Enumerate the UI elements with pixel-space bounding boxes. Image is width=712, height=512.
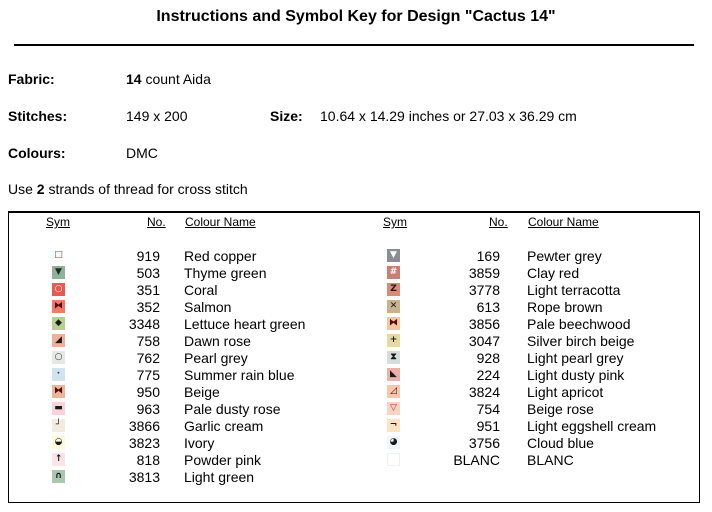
list-item bbox=[0, 333, 700, 350]
symbol-swatch-icon: ▽ bbox=[387, 402, 400, 415]
note-suffix: strands of thread for cross stitch bbox=[44, 181, 248, 197]
symbol-swatch-icon: Z bbox=[387, 283, 400, 296]
colour-name: Light pearl grey bbox=[527, 350, 624, 366]
fabric-value bbox=[126, 71, 211, 87]
symbol-swatch-icon: ○ bbox=[52, 351, 65, 364]
colour-name: Powder pink bbox=[184, 452, 262, 468]
colour-name: Pale dusty rose bbox=[184, 401, 281, 417]
strands-note bbox=[8, 181, 248, 197]
colours-value: DMC bbox=[126, 145, 158, 161]
list-item bbox=[0, 299, 700, 316]
list-item bbox=[0, 282, 700, 299]
symbol-swatch-icon: ↑ bbox=[52, 453, 65, 466]
colour-name: Beige bbox=[184, 384, 220, 400]
list-item bbox=[0, 469, 700, 486]
colour-number: 3813 bbox=[128, 469, 160, 485]
symbol-swatch-icon: ◕ bbox=[387, 436, 400, 449]
symbol-swatch-icon: ◣ bbox=[387, 368, 400, 381]
colour-number: 169 bbox=[476, 248, 500, 264]
colour-name: Garlic cream bbox=[184, 418, 264, 434]
symbol-swatch-icon: · bbox=[52, 368, 65, 381]
list-item bbox=[0, 435, 700, 452]
header-name-left: Colour Name bbox=[185, 215, 256, 229]
colour-number: 951 bbox=[476, 418, 500, 434]
colour-name: Light green bbox=[184, 469, 255, 485]
symbol-swatch-icon: ∩ bbox=[52, 470, 65, 483]
symbol-swatch-icon: ✕ bbox=[387, 300, 400, 313]
symbol-swatch-icon: + bbox=[387, 334, 400, 347]
symbol-swatch-icon: ¬ bbox=[387, 419, 400, 432]
colour-number: 928 bbox=[476, 350, 500, 366]
list-item bbox=[0, 248, 700, 265]
colour-number: 3047 bbox=[468, 333, 500, 349]
symbol-swatch-icon: ◿ bbox=[387, 385, 400, 398]
symbol-swatch-icon: ⧓ bbox=[54, 301, 63, 311]
symbol-swatch-icon: # bbox=[387, 266, 400, 279]
colour-name: BLANC bbox=[527, 452, 574, 468]
colour-name: Summer rain blue bbox=[184, 367, 295, 383]
colour-name: Pale beechwood bbox=[527, 316, 631, 332]
colour-name: Ivory bbox=[184, 435, 215, 451]
colour-name: Cloud blue bbox=[527, 435, 594, 451]
header-sym-left: Sym bbox=[46, 215, 70, 229]
stitches-value: 149 x 200 bbox=[126, 108, 188, 124]
colour-name: Red copper bbox=[184, 248, 257, 264]
colour-name: Light apricot bbox=[527, 384, 604, 400]
colour-number: 3778 bbox=[468, 282, 500, 298]
right-colour-list bbox=[0, 248, 700, 469]
colour-name: Silver birch beige bbox=[527, 333, 635, 349]
title-divider bbox=[14, 44, 694, 46]
colour-name: Pewter grey bbox=[527, 248, 602, 264]
colour-number: 3348 bbox=[128, 316, 160, 332]
list-item bbox=[0, 452, 700, 469]
symbol-swatch-icon: □ bbox=[52, 249, 65, 262]
colour-number: 224 bbox=[476, 367, 500, 383]
list-item bbox=[0, 384, 700, 401]
note-prefix: Use bbox=[8, 181, 37, 197]
header-sym-right: Sym bbox=[383, 215, 407, 229]
symbol-swatch-icon: ◆ bbox=[52, 317, 65, 330]
colour-name: Clay red bbox=[527, 265, 580, 281]
colour-number: BLANC bbox=[453, 452, 500, 468]
fabric-label: Fabric: bbox=[8, 71, 55, 87]
stitches-label: Stitches: bbox=[8, 108, 68, 124]
size-label: Size: bbox=[270, 108, 303, 124]
page-title: Instructions and Symbol Key for Design "Cactus 14" bbox=[156, 8, 556, 25]
symbol-swatch-icon: ▼ bbox=[387, 249, 400, 262]
colour-number: 3856 bbox=[468, 316, 500, 332]
symbol-swatch-icon bbox=[387, 453, 400, 466]
symbol-swatch-icon: ⧗ bbox=[387, 351, 400, 364]
colour-number: 3756 bbox=[468, 435, 500, 451]
colour-name: Rope brown bbox=[527, 299, 603, 315]
colour-number: 818 bbox=[136, 452, 160, 468]
colour-number: 3866 bbox=[128, 418, 160, 434]
symbol-swatch-icon: ⧓ bbox=[54, 386, 63, 396]
symbol-swatch-icon: ◢ bbox=[52, 334, 65, 347]
colour-name: Beige rose bbox=[527, 401, 594, 417]
colour-name: Salmon bbox=[184, 299, 232, 315]
list-item bbox=[0, 401, 700, 418]
colour-number: 352 bbox=[136, 299, 160, 315]
size-value: 10.64 x 14.29 inches or 27.03 x 36.29 cm bbox=[320, 108, 577, 124]
header-no-left: No. bbox=[147, 215, 166, 229]
colour-number: 950 bbox=[136, 384, 160, 400]
colour-name: Lettuce heart green bbox=[184, 316, 306, 332]
list-item bbox=[0, 418, 700, 435]
list-item bbox=[0, 350, 700, 367]
colour-number: 3823 bbox=[128, 435, 160, 451]
colour-number: 919 bbox=[136, 248, 160, 264]
colour-name: Coral bbox=[184, 282, 218, 298]
colour-number: 775 bbox=[136, 367, 160, 383]
colour-number: 3859 bbox=[468, 265, 500, 281]
colour-name: Light dusty pink bbox=[527, 367, 625, 383]
header-no-right: No. bbox=[489, 215, 508, 229]
colour-number: 754 bbox=[476, 401, 500, 417]
colour-number: 963 bbox=[136, 401, 160, 417]
fabric-count: 14 bbox=[126, 71, 142, 87]
symbol-swatch-icon: ○ bbox=[52, 283, 65, 296]
fabric-type: count Aida bbox=[141, 71, 211, 87]
list-item bbox=[0, 316, 700, 333]
colour-number: 503 bbox=[136, 265, 160, 281]
colour-name: Pearl grey bbox=[184, 350, 248, 366]
colour-number: 758 bbox=[136, 333, 160, 349]
colour-name: Dawn rose bbox=[184, 333, 251, 349]
colour-name: Light eggshell cream bbox=[527, 418, 657, 434]
symbol-swatch-icon: ▼ bbox=[52, 266, 65, 279]
symbol-swatch-icon: ◒ bbox=[52, 436, 65, 449]
colour-name: Light terracotta bbox=[527, 282, 621, 298]
list-item bbox=[0, 367, 700, 384]
strands-count: 2 bbox=[36, 181, 45, 197]
colour-name: Thyme green bbox=[184, 265, 267, 281]
colour-number: 762 bbox=[136, 350, 160, 366]
colour-number: 351 bbox=[136, 282, 160, 298]
list-item bbox=[0, 265, 700, 282]
symbol-swatch-icon: ▬ bbox=[52, 402, 65, 415]
symbol-swatch-icon: ┘ bbox=[52, 419, 65, 432]
colours-label: Colours: bbox=[8, 145, 66, 161]
symbol-swatch-icon: ⧓ bbox=[389, 318, 398, 328]
header-name-right: Colour Name bbox=[528, 215, 599, 229]
colour-number: 613 bbox=[476, 299, 500, 315]
colour-number: 3824 bbox=[468, 384, 500, 400]
